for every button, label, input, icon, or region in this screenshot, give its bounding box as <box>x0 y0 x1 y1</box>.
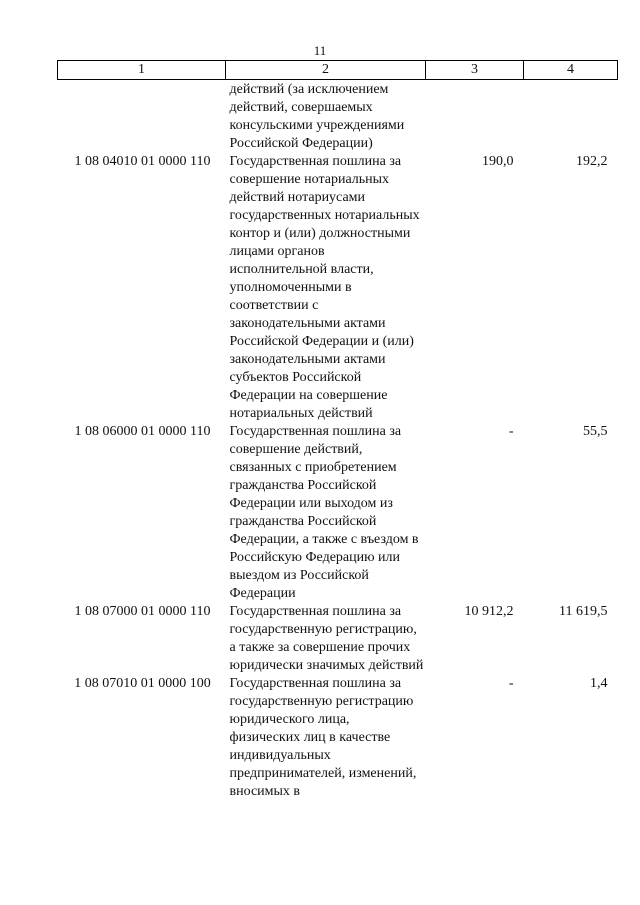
value-cell-col4: 192,2 <box>576 154 608 169</box>
value-cell <box>426 80 524 154</box>
page-number: 11 <box>313 43 327 58</box>
table-row <box>58 603 618 675</box>
code-cell <box>58 80 226 154</box>
value-cell-col4: 1,4 <box>590 676 608 691</box>
column-header-3: 3 <box>426 61 524 80</box>
column-header-1: 1 <box>58 61 226 80</box>
value-cell-col4: 11 619,5 <box>559 604 608 619</box>
description-cell: Государственная пошлина за совершение действий, связанных с приобретением гражданства Российской Федерации или выходом из гражданства Российской Федерации, а также с въездом в Российскую Федерацию или выездом из Российской Федерации <box>229 424 419 601</box>
description-cell: Государственная пошлина за совершение нотариальных действий нотариусами государственных нотариальных контор и (или) должностными лицами органов исполнительной власти, уполномоченными в соответствии с законодательными актами Российской Федерации и (или) законодательными актами субъектов Российской Федерации на совершение нотариальных действий <box>229 154 420 421</box>
column-header-4: 4 <box>524 61 618 80</box>
code-cell: 1 08 04010 01 0000 110 <box>74 154 211 169</box>
code-cell: 1 08 07010 01 0000 100 <box>74 676 211 691</box>
code-cell: 1 08 06000 01 0000 110 <box>74 424 211 439</box>
value-cell <box>524 80 618 154</box>
description-cell: действий (за исключением действий, совершаемых консульскими учреждениями Российской Федерации) <box>229 82 405 151</box>
revenue-table <box>57 60 618 801</box>
table-row <box>58 675 618 801</box>
table-header-row <box>58 61 618 80</box>
description-cell: Государственная пошлина за государственную регистрацию, а также за совершение прочих юридически значимых действий <box>229 604 424 673</box>
value-cell-col3: 10 912,2 <box>464 604 514 619</box>
table-row <box>58 153 618 423</box>
table-row-continuation <box>58 80 618 154</box>
value-cell-col3: 190,0 <box>482 154 514 169</box>
column-header-2: 2 <box>226 61 426 80</box>
code-cell: 1 08 07000 01 0000 110 <box>74 604 211 619</box>
value-cell-col3: - <box>508 424 514 439</box>
value-cell-col4: 55,5 <box>583 424 608 439</box>
table-row <box>58 423 618 603</box>
description-cell: Государственная пошлина за государственную регистрацию юридического лица, физических лиц в качестве индивидуальных предпринимателей, изменений, вносимых в <box>229 676 417 799</box>
value-cell-col3: - <box>508 676 514 691</box>
